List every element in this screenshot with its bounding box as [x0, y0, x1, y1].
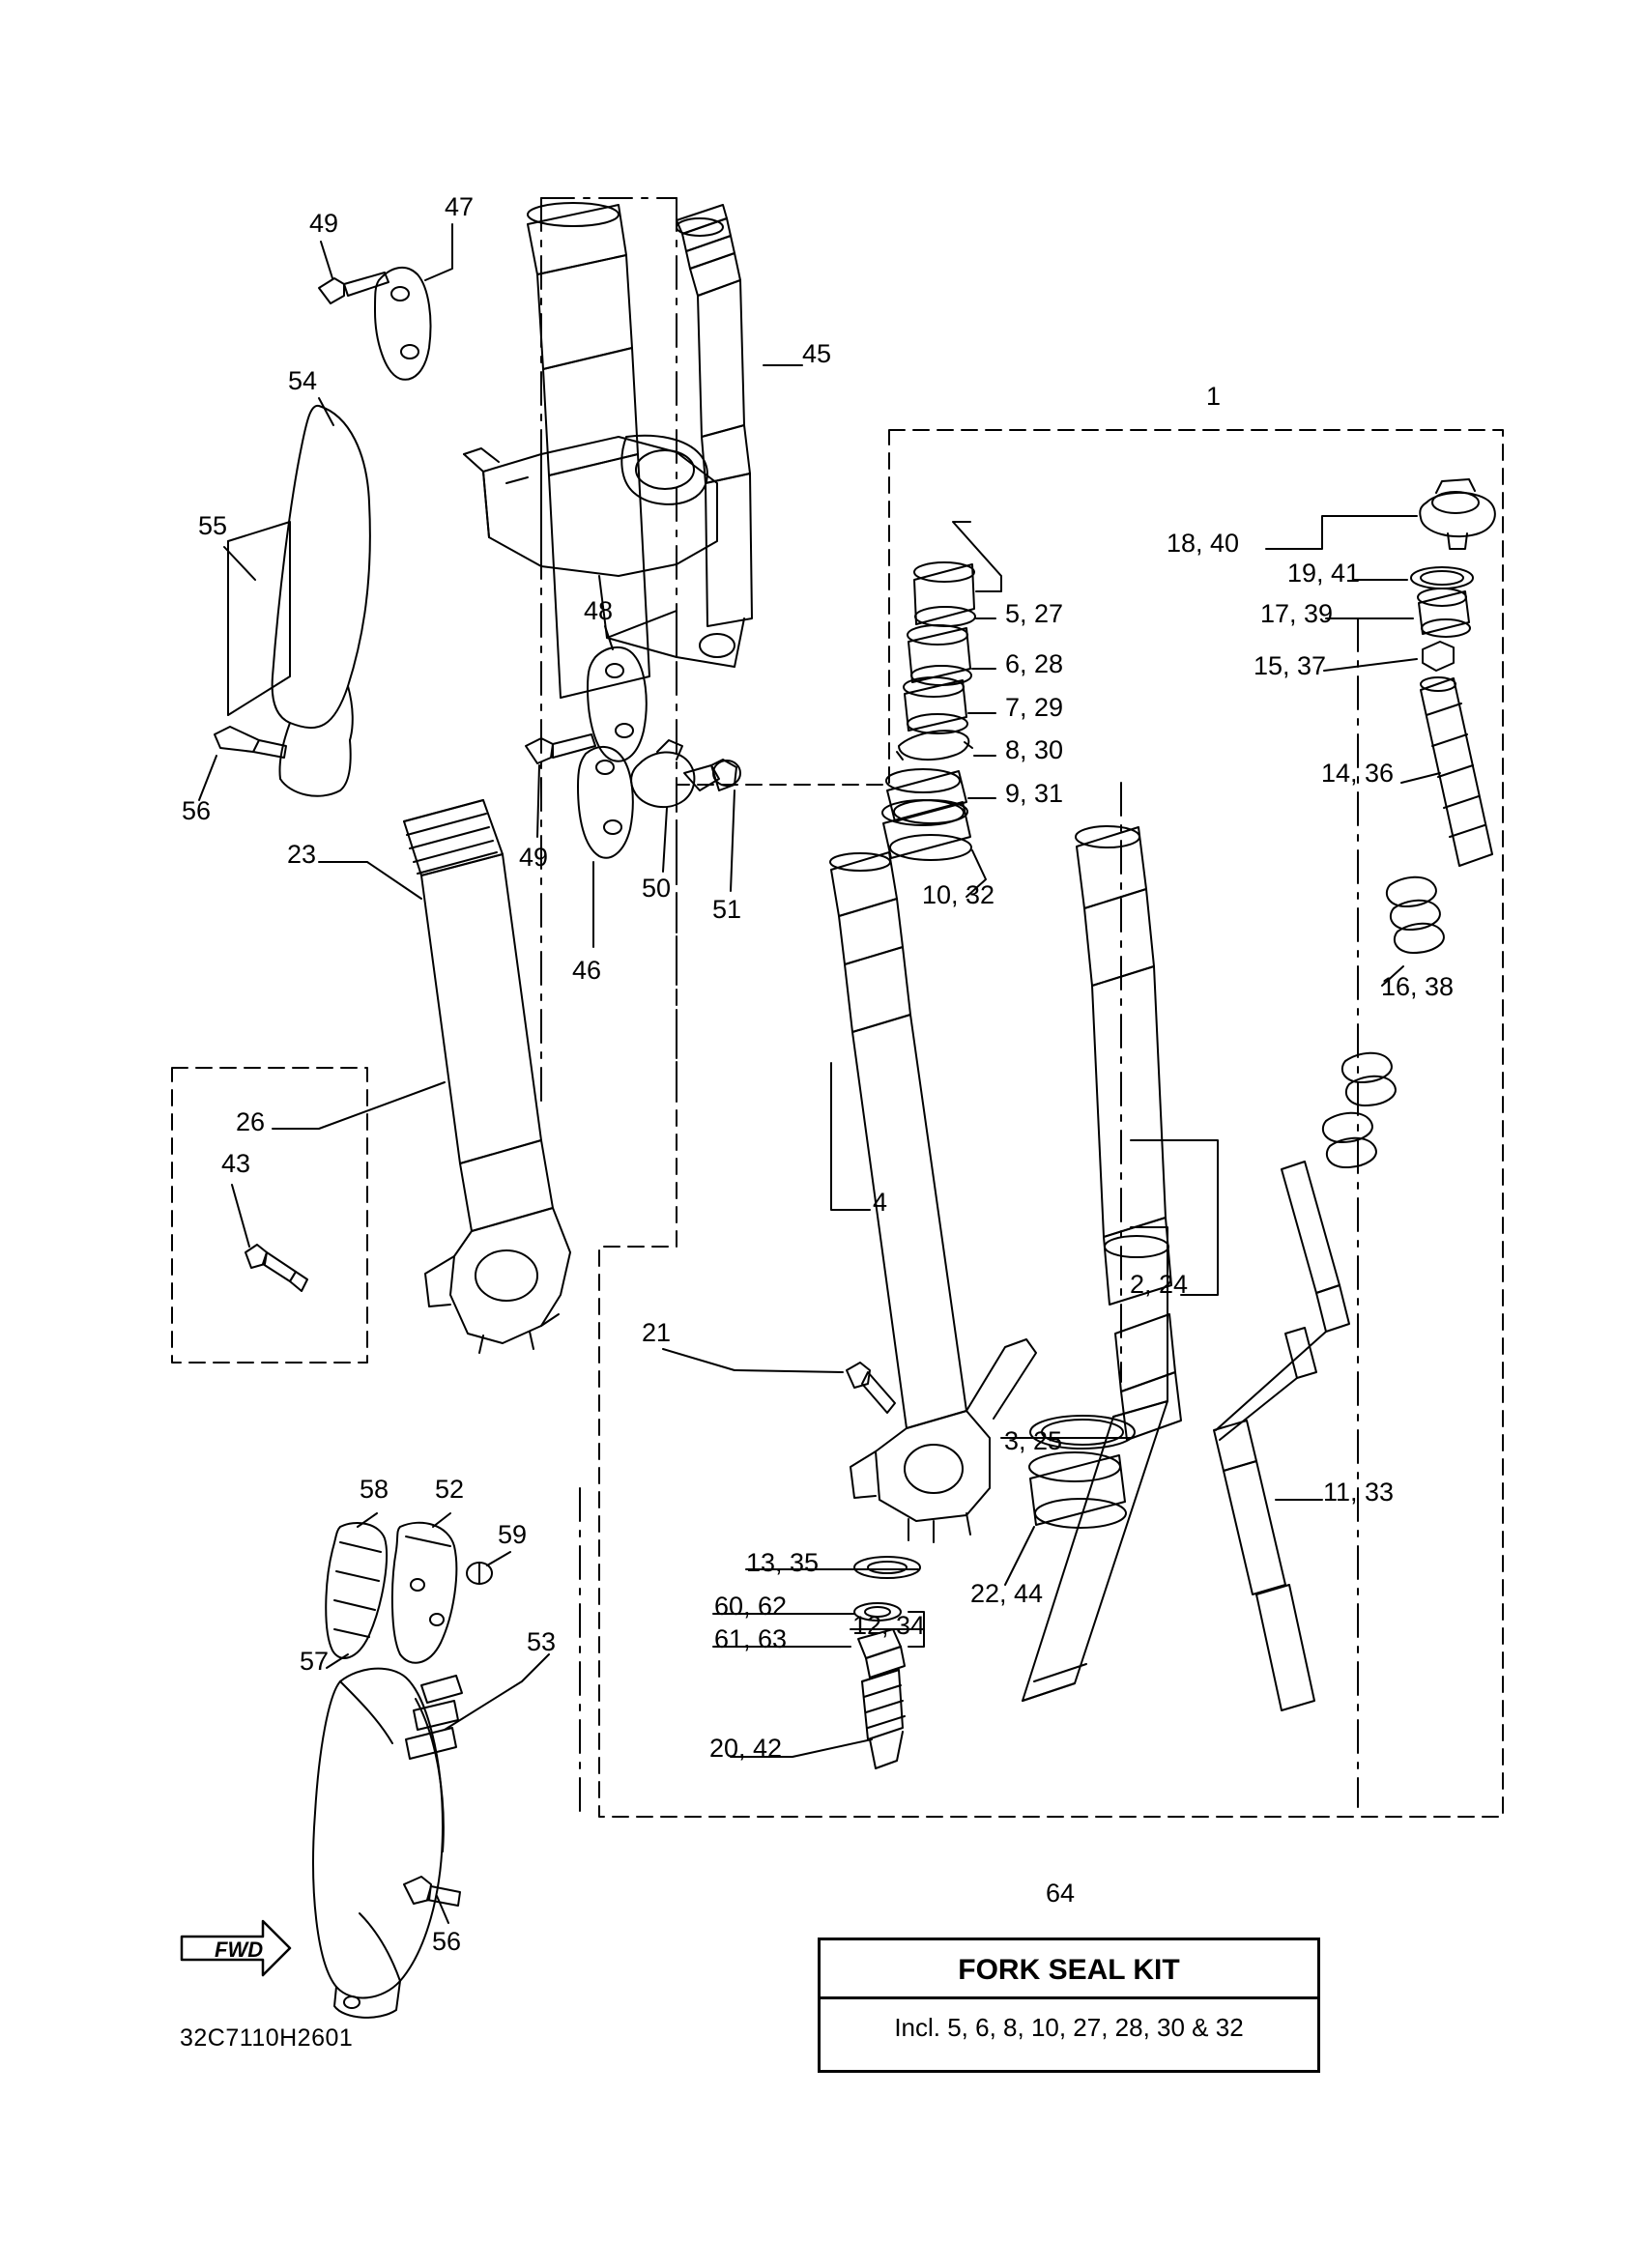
callout-52: 52	[435, 1475, 465, 1504]
callout-20-42: 20, 42	[709, 1734, 783, 1763]
callout-61-63: 61, 63	[714, 1624, 788, 1653]
callout-15-37: 15, 37	[1254, 651, 1327, 680]
leader-18-40	[1266, 516, 1417, 549]
part-2-24-lower-sleeve	[1115, 1314, 1181, 1440]
callout-4: 4	[873, 1188, 888, 1217]
leader-4	[831, 1063, 870, 1210]
leader-47	[425, 224, 452, 280]
callout-43: 43	[221, 1149, 251, 1178]
part-52-protector	[392, 1523, 456, 1663]
leader-51	[731, 790, 735, 891]
callout-48: 48	[584, 596, 614, 625]
fwd-label: FWD	[215, 1938, 264, 1962]
leader-21	[663, 1349, 843, 1372]
callout-45: 45	[802, 339, 832, 368]
callout-5-27: 5, 27	[1005, 599, 1064, 628]
callout-50: 50	[642, 874, 672, 903]
part-54-fork-guard	[273, 406, 370, 796]
callout-57: 57	[300, 1647, 330, 1676]
part-46-bracket-lower	[578, 747, 633, 858]
diagram-part-number: 32C7110H2601	[180, 2024, 354, 2052]
part-16-38-spring	[1323, 877, 1444, 1167]
callout-56-top: 56	[182, 796, 212, 825]
callout-1: 1	[1206, 382, 1222, 411]
part-4-inner-tube	[830, 852, 966, 1428]
group-boundary-lower-left	[172, 1068, 367, 1363]
callout-18-40: 18, 40	[1167, 529, 1240, 558]
leader-49a	[321, 242, 332, 278]
callout-54: 54	[288, 366, 318, 395]
part-56-bolt-upper	[215, 727, 286, 758]
callout-21: 21	[642, 1318, 672, 1347]
leader-56-upper	[199, 756, 216, 800]
callout-59: 59	[498, 1520, 528, 1549]
leader-22-44	[1005, 1527, 1034, 1585]
part-20-42-spring-bolt	[862, 1670, 905, 1768]
callout-16-38: 16, 38	[1381, 972, 1455, 1001]
part-45-steering-stem	[677, 205, 752, 626]
leader-26	[273, 1082, 445, 1129]
callout-56-bottom: 56	[432, 1927, 462, 1956]
leader-15-37	[1324, 659, 1417, 671]
callout-11-33: 11, 33	[1323, 1478, 1395, 1507]
part-43-bolt	[245, 1245, 307, 1291]
callout-51: 51	[712, 895, 742, 924]
callout-19-41: 19, 41	[1287, 559, 1361, 588]
fork-seal-kit-box	[818, 1938, 1320, 2073]
callout-9-31: 9, 31	[1005, 779, 1064, 808]
callout-55: 55	[198, 511, 228, 540]
leader-23	[319, 862, 421, 899]
part-9-31-dustseal	[886, 769, 967, 823]
part-56-bolt-lower	[404, 1877, 460, 1906]
part-6-28-oilseal	[908, 625, 971, 685]
part-58-protector-plate	[326, 1523, 387, 1658]
callout-6-28: 6, 28	[1005, 649, 1064, 678]
callout-26: 26	[236, 1107, 266, 1136]
leader-53	[445, 1654, 549, 1730]
part-13-35-washer	[854, 1557, 920, 1578]
callout-49-lower: 49	[519, 843, 549, 872]
part-8-30-clip	[897, 731, 972, 760]
callout-46: 46	[572, 956, 602, 985]
callout-14-36: 14, 36	[1321, 759, 1395, 788]
callout-53: 53	[527, 1627, 557, 1656]
callout-3-25: 3, 25	[1004, 1426, 1063, 1455]
callout-58: 58	[360, 1475, 389, 1504]
part-49-bolt-lower	[526, 734, 595, 763]
part-15-37-nut	[1423, 642, 1454, 671]
leader-50	[663, 808, 667, 872]
callout-64: 64	[1046, 1879, 1076, 1908]
leader-49b	[537, 765, 539, 837]
part-48-bracket	[588, 647, 647, 761]
part-11-33-damper	[1214, 1162, 1349, 1710]
callout-47: 47	[445, 192, 475, 221]
part-21-bolt	[847, 1363, 895, 1413]
part-22-44-seal	[1029, 1452, 1126, 1528]
part-26-axle-holder	[425, 1208, 570, 1353]
callout-7-29: 7, 29	[1005, 693, 1064, 722]
part-18-40-cap	[1420, 479, 1495, 549]
part-19-41-oring	[1411, 567, 1473, 589]
fork-seal-kit-contents: Incl. 5, 6, 8, 10, 27, 28, 30 & 32	[894, 2013, 1244, 2042]
part-5-27-collar	[914, 562, 975, 626]
part-55-plate	[228, 522, 290, 715]
part-14-36-damper-rod	[1421, 677, 1492, 866]
callout-17-39: 17, 39	[1260, 599, 1334, 628]
fork-seal-kit-title: FORK SEAL KIT	[821, 1940, 1317, 1999]
leader-56-lower	[437, 1896, 448, 1923]
leader-14-36	[1401, 773, 1440, 783]
part-53-fork-guard	[313, 1669, 444, 2018]
callout-60-62: 60, 62	[714, 1592, 788, 1621]
leader-52	[433, 1513, 450, 1527]
part-2-24-outer-tube	[1076, 826, 1171, 1305]
leader-43	[232, 1185, 249, 1247]
leader-59	[487, 1552, 510, 1565]
callout-8-30: 8, 30	[1005, 735, 1064, 764]
part-triple-clamp	[464, 436, 744, 667]
callout-13-35: 13, 35	[746, 1548, 820, 1577]
callout-10-32: 10, 32	[922, 880, 995, 909]
callout-2-24: 2, 24	[1130, 1270, 1189, 1299]
callout-22-44: 22, 44	[970, 1579, 1044, 1608]
callout-49-top: 49	[309, 209, 339, 238]
part-49-bolt-top	[319, 273, 389, 303]
part-17-39-spacer	[1418, 589, 1470, 637]
callout-23: 23	[287, 840, 317, 869]
callout-12-34: 12, 34	[852, 1611, 926, 1640]
part-7-29-oilseal	[904, 677, 967, 733]
